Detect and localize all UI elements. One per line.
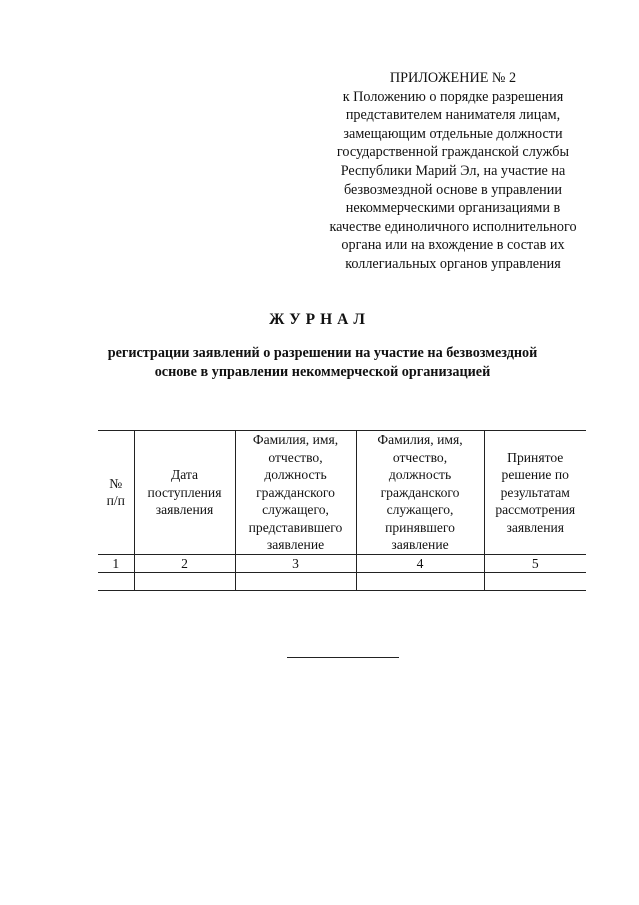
table-cell (235, 573, 356, 591)
table-cell: 1 (98, 554, 134, 573)
appendix-line: некоммерческими организациями в (345, 200, 561, 217)
closing-divider-line (287, 657, 399, 658)
appendix-line: качестве единоличного исполнительного (329, 218, 577, 235)
appendix-line: коллегиальных органов управления (345, 255, 561, 272)
table-cell: 4 (356, 554, 484, 573)
appendix-line: замещающим отдельные должности (343, 125, 563, 142)
header-number: № п/п (98, 431, 134, 555)
column-numbers-row (98, 554, 586, 573)
register-table (98, 430, 586, 591)
journal-subtitle-line: основе в управлении некоммерческой организацией (154, 364, 491, 380)
header-submitter: Фамилия, имя, отчество, должность гражданского служащего, представившего заявление (235, 431, 356, 555)
table-cell (484, 573, 586, 591)
appendix-line: к Положению о порядке разрешения (342, 88, 564, 105)
appendix-title: ПРИЛОЖЕНИЕ № 2 (389, 70, 517, 86)
header-decision: Принятое решение по результатам рассмотрения заявления (484, 431, 586, 555)
table-cell (134, 573, 235, 591)
table-cell: 5 (484, 554, 586, 573)
appendix-line: органа или на вхождение в состав их (341, 237, 565, 254)
journal-title: ЖУРНАЛ (269, 311, 370, 328)
table-cell: 2 (134, 554, 235, 573)
header-receiver: Фамилия, имя, отчество, должность гражданского служащего, принявшего заявление (356, 431, 484, 555)
appendix-line: государственной гражданской службы (336, 144, 570, 161)
table-cell (356, 573, 484, 591)
appendix-line: Республики Марий Эл, на участие на (340, 162, 566, 179)
table-cell (98, 573, 134, 591)
journal-subtitle-line: регистрации заявлений о разрешении на участие на безвозмездной (107, 345, 538, 361)
appendix-line: представителем нанимателя лицам, (345, 107, 561, 124)
table-header-row (98, 431, 586, 555)
journal-subtitle (40, 344, 605, 382)
table-row (98, 573, 586, 591)
table-cell: 3 (235, 554, 356, 573)
header-date: Дата поступления заявления (134, 431, 235, 555)
appendix-header (300, 69, 606, 274)
appendix-line: безвозмездной основе в управлении (344, 181, 562, 198)
